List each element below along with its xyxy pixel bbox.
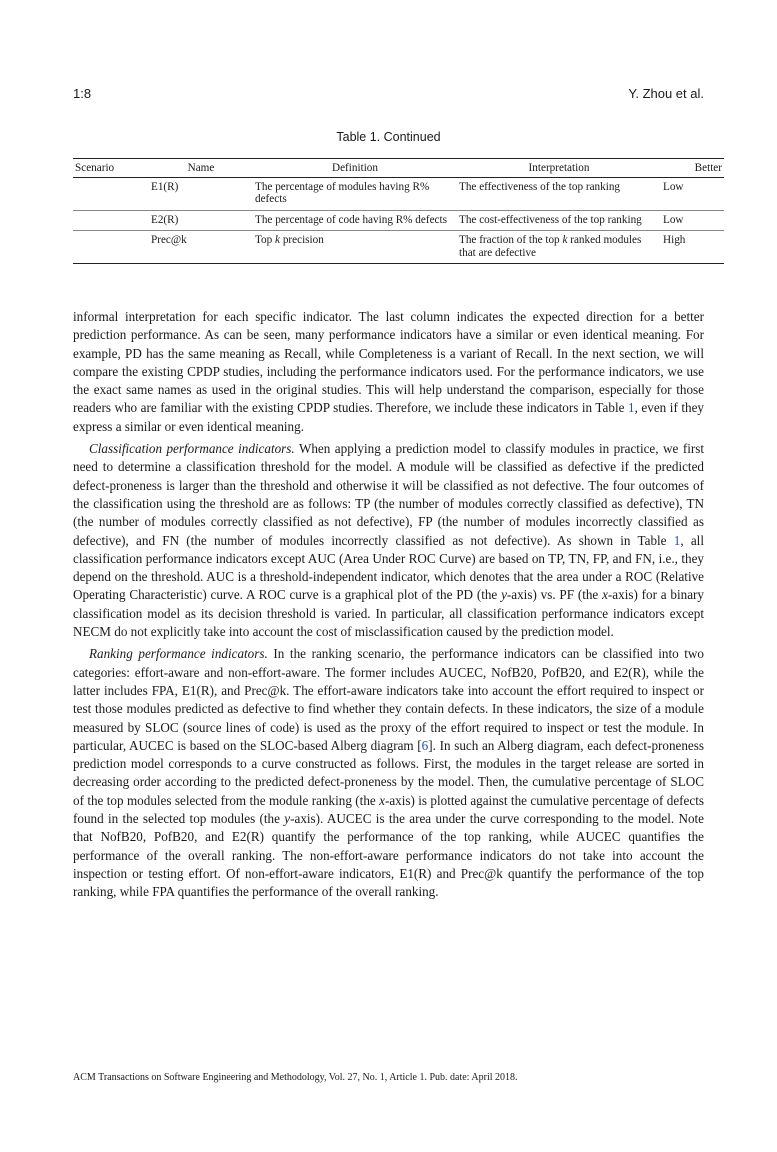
table-row bbox=[73, 177, 724, 210]
paragraph-text: informal interpretation for each specific indicator. The last column indicates the expected direction for a better prediction performance. As can be seen, many performance indicators have a similar or even identical meaning. For example, PD has the same meaning as Recall, while Completeness is a variant of Recall. In the next section, we will compare the existing CPDP studies, including the performance indicators used. For the performance indicators, we use the exact same names as used in the original studies. This will help understand the comparison, especially for those readers who are familiar with the existing CPDP studies. Therefore, we include these indicators in Table bbox=[73, 309, 704, 416]
col-header-name: Name bbox=[149, 159, 253, 178]
cell-better: Low bbox=[661, 177, 724, 210]
paragraph bbox=[73, 308, 704, 436]
table-header-row bbox=[73, 159, 724, 178]
col-header-interpretation: Interpretation bbox=[457, 159, 661, 178]
interpretation-text: ranked modules that are defective bbox=[459, 234, 642, 259]
paragraph-text: , all classification performance indicators except AUC (Area Under ROC Curve) are based on TP, TN, FP, and FN, i.e., they depend on the threshold. AUC is a threshold-independent indicator, which denotes that the area under a ROC (Relative Operating Characteristic) curve. A ROC curve is a graphical plot of the PD (the bbox=[73, 532, 704, 603]
cell-definition: The percentage of code having R% defects bbox=[253, 210, 457, 231]
paragraph-text: -axis) for a binary classification model as its decision threshold is varied. In particular, all classification performance indicators except NECM do not explicitly take into account the cost of misclassification caused by the prediction model. bbox=[73, 587, 704, 640]
paragraph-text: ]. In such an Alberg diagram, each defect-proneness prediction model corresponds to a curve constructed as follows. First, the modules in the target release are sorted in decreasing order according to the predicted defect-proneness by the model. Then, the cumulative percentage of SLOC of the top modules selected from the module ranking (the bbox=[73, 737, 704, 808]
paragraph-text: In the ranking scenario, the performance indicators can be classified into two categories: effort-aware and non-effort-aware. The former includes AUCEC, NofB20, PofB20, and E2(R), while the latter includes FPA, E1(R), and Prec@k. The effort-aware indicators take into account the effort required to inspect or test those modules predicted as defective to find whether they contain defects. In these indicators, the size of a module measured by SLOC (source lines of code) is used as the proxy of the effort required to inspect or test the module. In particular, AUCEC is based on the SLOC-based Alberg diagram [ bbox=[73, 646, 704, 753]
paragraph-text: -axis). AUCEC is the area under the curve corresponding to the model. Note that NofB20, PofB20, and E2(R) quantify the performance of the top ranking, while AUCEC quantifies the performance of the overall ranking. The non-effort-aware performance indicators do not take into account the inspection or testing effort. Of non-effort-aware indicators, E1(R) and Prec@k quantify the performance of the top ranking, while FPA quantifies the performance of the overall ranking. bbox=[73, 811, 705, 900]
cell-name: E1(R) bbox=[149, 177, 253, 210]
table-row bbox=[73, 210, 724, 231]
cell-interpretation: The effectiveness of the top ranking bbox=[457, 177, 661, 210]
cell-interpretation: The cost-effectiveness of the top ranking bbox=[457, 210, 661, 231]
cell-definition bbox=[253, 231, 457, 264]
col-header-scenario: Scenario bbox=[73, 159, 149, 178]
paragraph-heading: Ranking performance indicators. bbox=[89, 646, 268, 662]
indicators-table bbox=[73, 158, 724, 264]
cell-definition: The percentage of modules having R% defects bbox=[253, 177, 457, 210]
math-variable-y: y bbox=[284, 811, 291, 827]
paragraph bbox=[73, 440, 704, 641]
math-variable-k: k bbox=[275, 234, 281, 246]
math-variable-x: x bbox=[379, 792, 385, 808]
math-variable-y: y bbox=[501, 587, 507, 603]
cell-name: E2(R) bbox=[149, 210, 253, 231]
table-1-continued bbox=[73, 158, 722, 264]
paragraph-heading: Classification performance indicators. bbox=[89, 441, 295, 457]
author-running-head: Y. Zhou et al. bbox=[628, 86, 704, 101]
interpretation-text: The fraction of the top bbox=[459, 234, 563, 246]
cell-interpretation bbox=[457, 231, 661, 264]
cell-better: Low bbox=[661, 210, 724, 231]
col-header-definition: Definition bbox=[253, 159, 457, 178]
paragraph-text: , even if they express a similar or even identical meaning. bbox=[73, 400, 704, 434]
page-footer: ACM Transactions on Software Engineering and Methodology, Vol. 27, No. 1, Article 1. Pub. date: April 2018. bbox=[73, 1072, 518, 1083]
table-reference-link[interactable]: 1 bbox=[673, 532, 681, 548]
col-header-better: Better bbox=[661, 159, 724, 178]
table-caption: Table 1. Continued bbox=[336, 130, 441, 144]
cell-scenario bbox=[73, 177, 149, 210]
definition-text: precision bbox=[280, 234, 324, 246]
cell-better: High bbox=[661, 231, 724, 264]
math-variable-k: k bbox=[562, 234, 568, 246]
page-number: 1:8 bbox=[73, 86, 92, 101]
definition-text: Top bbox=[255, 234, 276, 246]
table-row bbox=[73, 231, 724, 264]
math-variable-x: x bbox=[602, 587, 608, 603]
table-reference-link[interactable]: 1 bbox=[628, 400, 635, 416]
paragraph-text: -axis) vs. PF (the bbox=[506, 587, 603, 603]
paragraph-text: -axis) is plotted against the cumulative percentage of defects found in the selected top modules (the bbox=[73, 792, 704, 827]
body-text bbox=[73, 308, 704, 906]
cell-scenario bbox=[73, 210, 149, 231]
paragraph bbox=[73, 645, 704, 901]
paragraph-text: When applying a prediction model to classify modules in practice, we first need to determine a classification threshold for the model. A module will be classified as defective if the predicted defect-proneness is larger than the threshold and otherwise it will be classified as not defective. The four outcomes of the classification using the threshold are as follows: TP (the number of modules correctly classified as defective), TN (the number of modules correctly classified as not defective), FP (the number of modules incorrectly classified as defective), and FN (the number of modules incorrectly classified as not defective). As shown in Table bbox=[73, 441, 704, 548]
cell-scenario bbox=[73, 231, 149, 264]
running-head bbox=[73, 86, 704, 106]
cell-name: Prec@k bbox=[149, 231, 253, 264]
citation-link[interactable]: 6 bbox=[421, 737, 429, 753]
